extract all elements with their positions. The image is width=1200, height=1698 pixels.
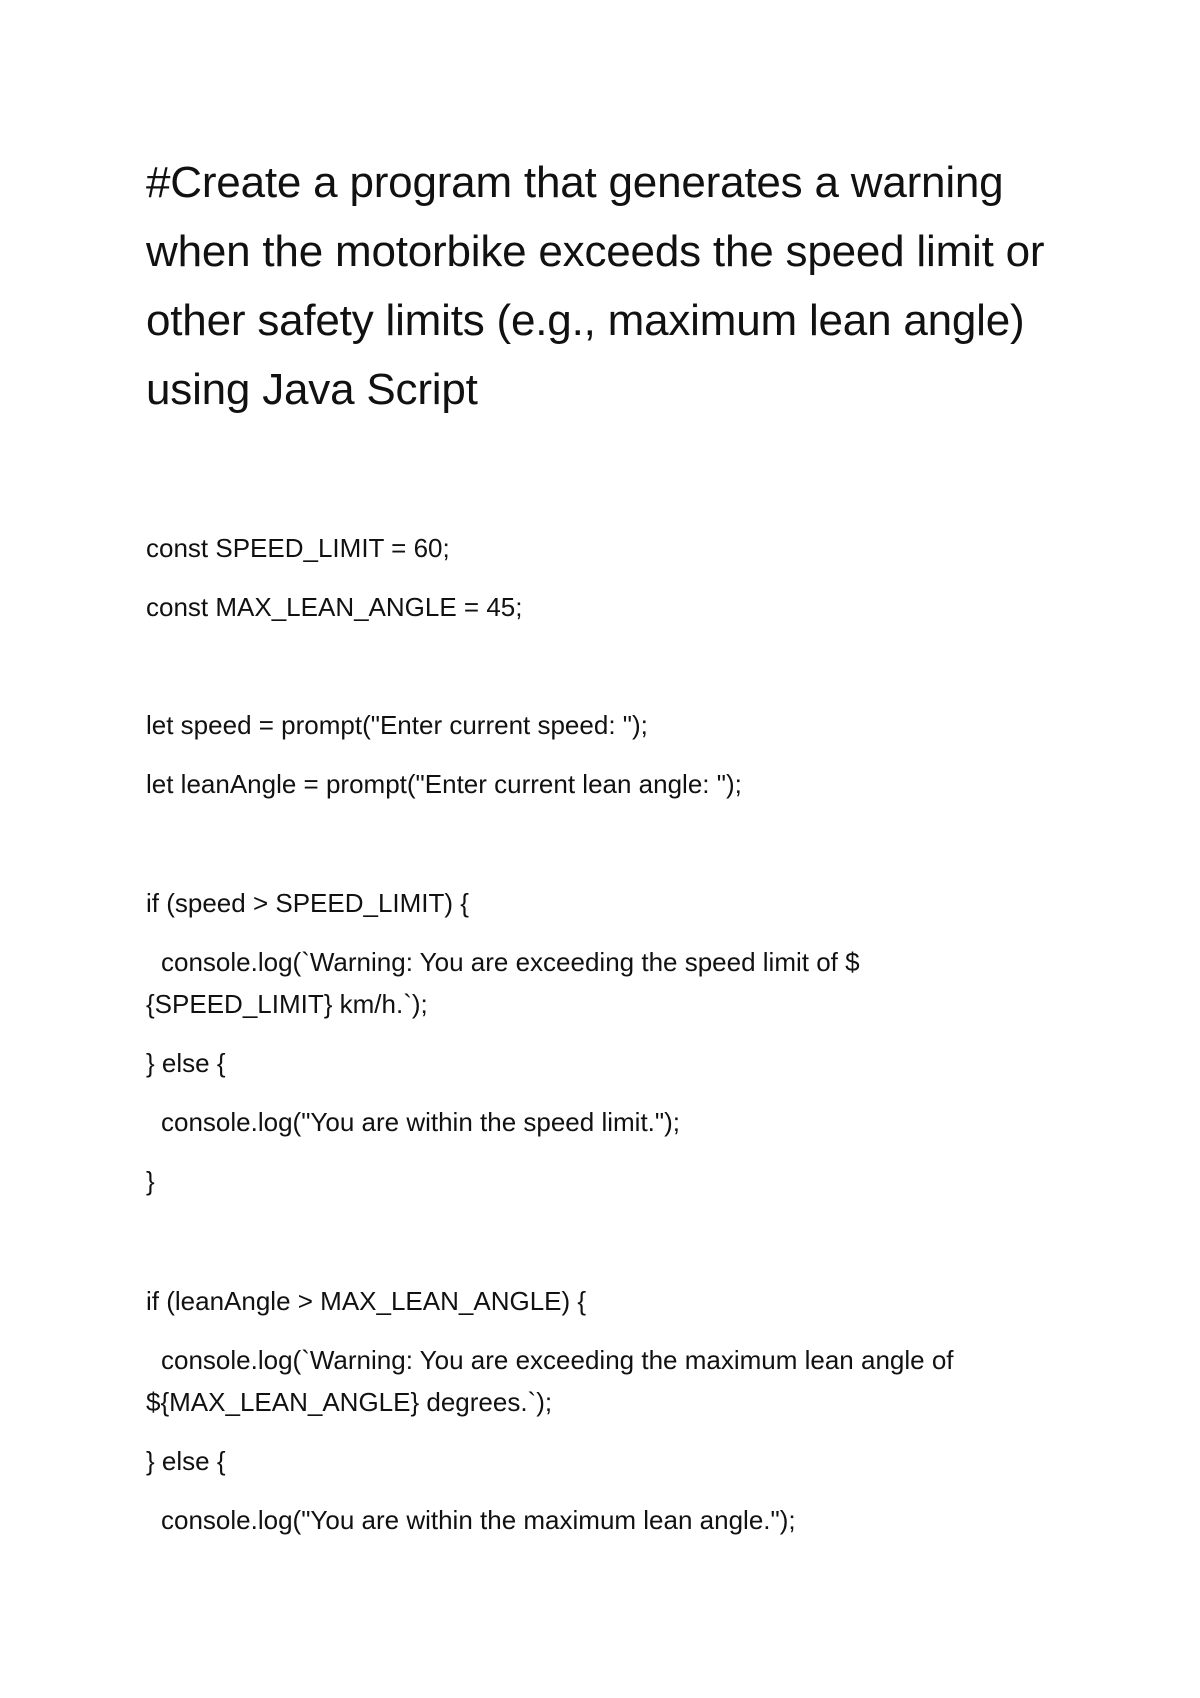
inputs-block — [146, 704, 1096, 822]
code-line-lean-warning-part-1: console.log(`Warning: You are exceeding the maximum lean angle of — [161, 1345, 954, 1375]
code-line-speed-close: } — [146, 1166, 155, 1196]
page-heading: #Create a program that generates a warning when the motorbike exceeds the speed limit or other safety limits (e.g., maximum lean angle) using Java Script — [146, 158, 1045, 414]
code-line-lean-else: } else { — [146, 1446, 226, 1476]
code-line-lean-angle-prompt: let leanAngle = prompt("Enter current lean angle: "); — [146, 769, 742, 799]
code-line-speed-prompt: let speed = prompt("Enter current speed: "); — [146, 710, 648, 740]
code-line-speed-warning — [146, 941, 1096, 1025]
code-line-speed-warning-part-1: console.log(`Warning: You are exceeding the speed limit of $ — [161, 947, 860, 977]
lean-check-block — [146, 1280, 1096, 1558]
code-line-lean-warning — [146, 1339, 1096, 1423]
code-line-speed-warning-part-2: {SPEED_LIMIT} km/h.`); — [146, 989, 428, 1019]
code-line-lean-warning-part-2: ${MAX_LEAN_ANGLE} degrees.`); — [146, 1387, 553, 1417]
code-line-lean-if: if (leanAngle > MAX_LEAN_ANGLE) { — [146, 1286, 587, 1316]
code-line-speed-if: if (speed > SPEED_LIMIT) { — [146, 888, 469, 918]
speed-check-block — [146, 882, 1096, 1219]
code-line-speed-else: } else { — [146, 1048, 226, 1078]
code-line-lean-ok: console.log("You are within the maximum lean angle."); — [161, 1505, 796, 1535]
code-line-max-lean-angle: const MAX_LEAN_ANGLE = 45; — [146, 592, 523, 622]
constants-block — [146, 527, 1096, 645]
code-line-speed-ok: console.log("You are within the speed limit."); — [161, 1107, 680, 1137]
code-line-speed-limit: const SPEED_LIMIT = 60; — [146, 533, 450, 563]
